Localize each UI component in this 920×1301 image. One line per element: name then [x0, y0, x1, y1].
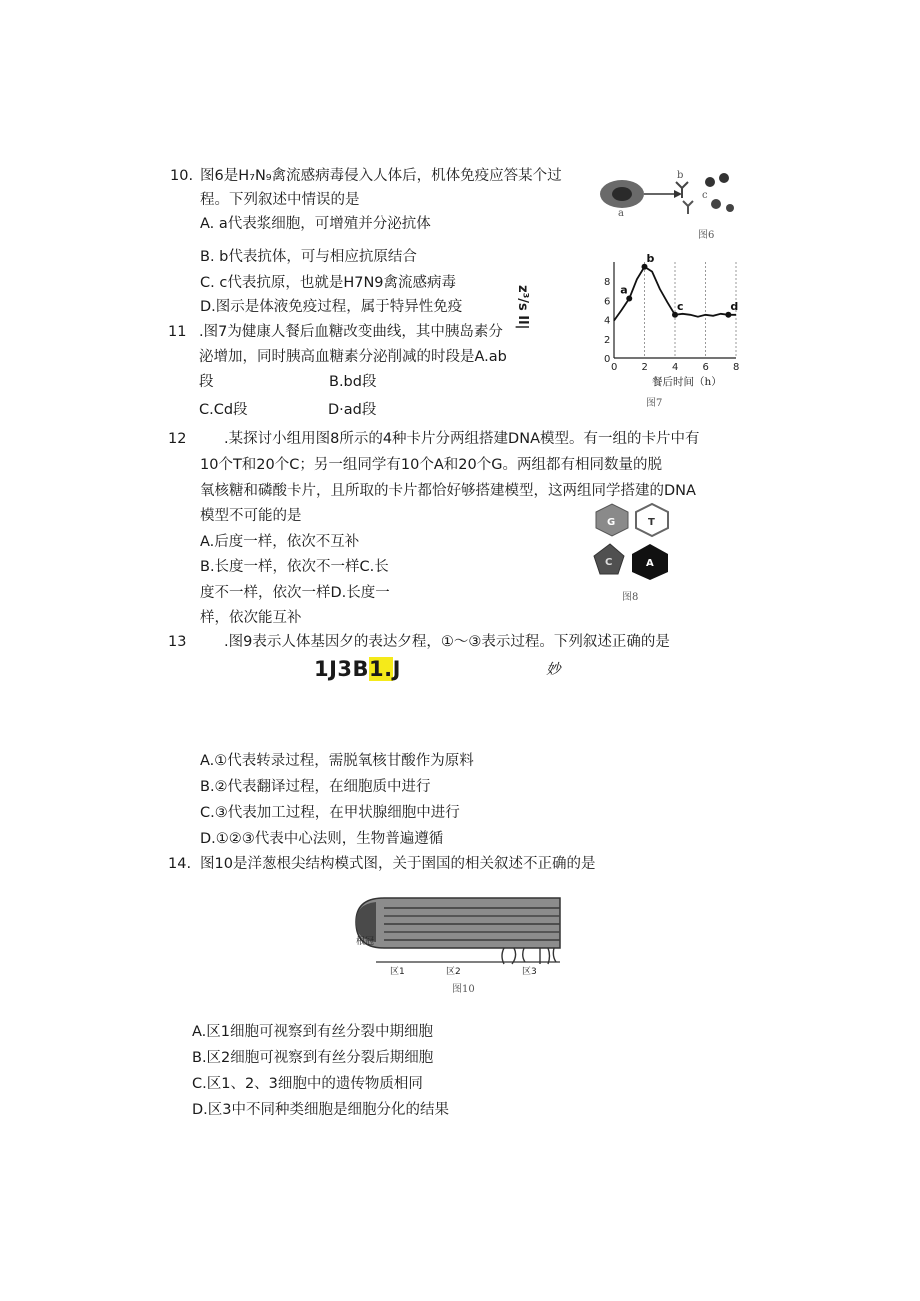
fig6-label-a: a — [618, 208, 624, 219]
fig10-zone-1: 区1 — [390, 967, 405, 977]
q10-stem-line2: 程。下列叙述中情误的是 — [200, 192, 360, 208]
q12-options-line1: A.后度一样，依次不互补 — [200, 534, 360, 550]
chart-gridlines — [645, 262, 737, 358]
arrow-head-icon — [674, 190, 682, 198]
chart-point-label-d: d — [730, 299, 739, 313]
q11-stem-line2: 泌增加，同时胰高血糖素分泌削减的时段是A.ab — [199, 349, 507, 365]
q12-options-line4: 样，依次能互补 — [200, 610, 302, 626]
figure-6-immune-diagram — [598, 168, 748, 244]
fig10-zone-2: 区2 — [446, 967, 461, 977]
antigen-icon — [705, 177, 715, 187]
q12-stem-line3: 氧核糖和磷酸卡片，且所取的卡片都恰好够搭建模型，这两组同学搭建的DNA — [200, 483, 696, 499]
chart-y-tick-label: 8 — [604, 277, 611, 289]
q12-options-line2: B.长度一样，依次不一样C.长 — [200, 559, 389, 575]
card-g-label: G — [607, 517, 616, 528]
q14-stem: 图10是洋葱根尖结构模式图，关于圉国的相关叙述不正确的是 — [200, 856, 596, 872]
q13-figure-9-glyph: 妙 — [546, 662, 561, 678]
chart-x-tick-label: 6 — [702, 362, 709, 373]
chart-y-ticks — [604, 277, 610, 365]
fig10-zone-3: 区3 — [522, 967, 537, 977]
card-a-label: A — [646, 558, 654, 569]
q10-number: 10. — [170, 168, 194, 184]
q14-option-c: C.区1、2、3细胞中的遗传物质相同 — [192, 1076, 423, 1092]
q11-option-d: D·ad段 — [328, 402, 377, 418]
q11-stem-line1: .图7为健康人餐后血糖改变曲线，其中胰岛素分 — [199, 324, 503, 340]
fig6-caption: 图6 — [698, 230, 715, 241]
antigen-icon — [726, 204, 734, 212]
q13-option-c: C.③代表加工过程，在甲状腺细胞中进行 — [200, 805, 460, 821]
chart-points — [620, 254, 738, 318]
chart-y-tick-label: 4 — [604, 315, 611, 327]
chart-y-tick-label: 6 — [604, 296, 611, 308]
q13-figure-9-garbled — [314, 656, 401, 682]
q11-option-a-tail: 段 — [199, 374, 214, 390]
q12-options-line3: 度不一样，依次一样D.长度一 — [200, 585, 390, 601]
garbled-text-part3: J — [392, 657, 401, 681]
fig10-root-cap-label: 根冠 — [356, 937, 375, 947]
chart-y-tick-label: 0 — [604, 354, 611, 365]
chart-x-tick-label: 8 — [733, 362, 740, 373]
fig7-x-axis-label: 餐后时间（h） — [652, 376, 722, 388]
garbled-text-part1: 1J3B — [314, 657, 370, 681]
chart-point-label-a: a — [620, 283, 628, 297]
antigen-icon — [719, 173, 729, 183]
figure-10-root-tip — [354, 896, 564, 996]
q10-option-d: D.图示是体液免疫过程，属于特异性免疫 — [200, 299, 463, 315]
q13-stem: .图9表示人体基因夕的表达夕程，①～③表示过程。下列叙述正确的是 — [224, 634, 670, 650]
chart-y-tick-label: 2 — [604, 334, 611, 346]
antibody-icon — [683, 201, 693, 214]
q10-option-b: B. b代表抗体，可与相应抗原结合 — [200, 249, 417, 265]
q14-option-a: A.区1细胞可视察到有丝分裂中期细胞 — [192, 1024, 433, 1040]
fig7-caption: 图7 — [646, 398, 663, 409]
fig10-caption: 图10 — [452, 984, 475, 995]
q12-stem-line1: .某探讨小组用图8所示的4种卡片分两组搭建DNA模型。有一组的卡片中有 — [224, 431, 700, 447]
card-c-label: C — [605, 557, 613, 568]
card-t-label: T — [648, 517, 655, 528]
figure-8-dna-cards — [586, 502, 686, 606]
figure-7-glucose-chart — [586, 254, 756, 412]
q14-number: 14. — [168, 856, 192, 872]
q14-option-b: B.区2细胞可视察到有丝分裂后期细胞 — [192, 1050, 434, 1066]
garbled-text-highlight: 1. — [369, 657, 393, 681]
chart-x-tick-label: 2 — [641, 362, 648, 373]
chart-point-label-c: c — [677, 299, 684, 313]
q14-option-d: D.区3中不同种类细胞是细胞分化的结果 — [192, 1102, 449, 1118]
plasma-cell-nucleus — [612, 187, 632, 201]
q13-option-d: D.①②③代表中心法则，生物普遍遵循 — [200, 831, 444, 847]
q12-stem-line4: 模型不可能的是 — [200, 508, 302, 524]
chart-point-label-b: b — [646, 254, 655, 265]
fig6-label-c: c — [702, 190, 708, 201]
q13-number: 13 — [168, 634, 187, 650]
chart-x-tick-label: 4 — [672, 362, 679, 373]
chart-x-tick-label: 0 — [611, 362, 618, 373]
q12-number: 12 — [168, 431, 187, 447]
q11-option-b: B.bd段 — [329, 374, 377, 390]
q10-stem-line1: 图6是H₇N₉禽流感病毒侵入人体后，机体免疫应答某个过 — [200, 168, 562, 184]
q13-option-b: B.②代表翻译过程，在细胞质中进行 — [200, 779, 431, 795]
fig8-caption: 图8 — [622, 592, 639, 603]
q13-option-a: A.①代表转录过程，需脱氧核甘酸作为原料 — [200, 753, 474, 769]
q10-option-a: A. a代表浆细胞，可增殖并分泌抗体 — [200, 216, 431, 232]
q10-option-c: C. c代表抗原，也就是H7N9禽流感病毒 — [200, 275, 457, 291]
fig6-label-b: b — [677, 170, 684, 181]
fig7-y-axis-label: z³/s Il| — [515, 285, 530, 330]
q11-number: 11 — [168, 324, 187, 340]
q11-option-c: C.Cd段 — [199, 402, 248, 418]
chart-x-ticks — [611, 362, 739, 373]
q12-stem-line2: 10个T和20个C；另一组同学有10个A和20个G。两组都有相同数量的脱 — [200, 457, 662, 473]
antigen-icon — [711, 199, 721, 209]
